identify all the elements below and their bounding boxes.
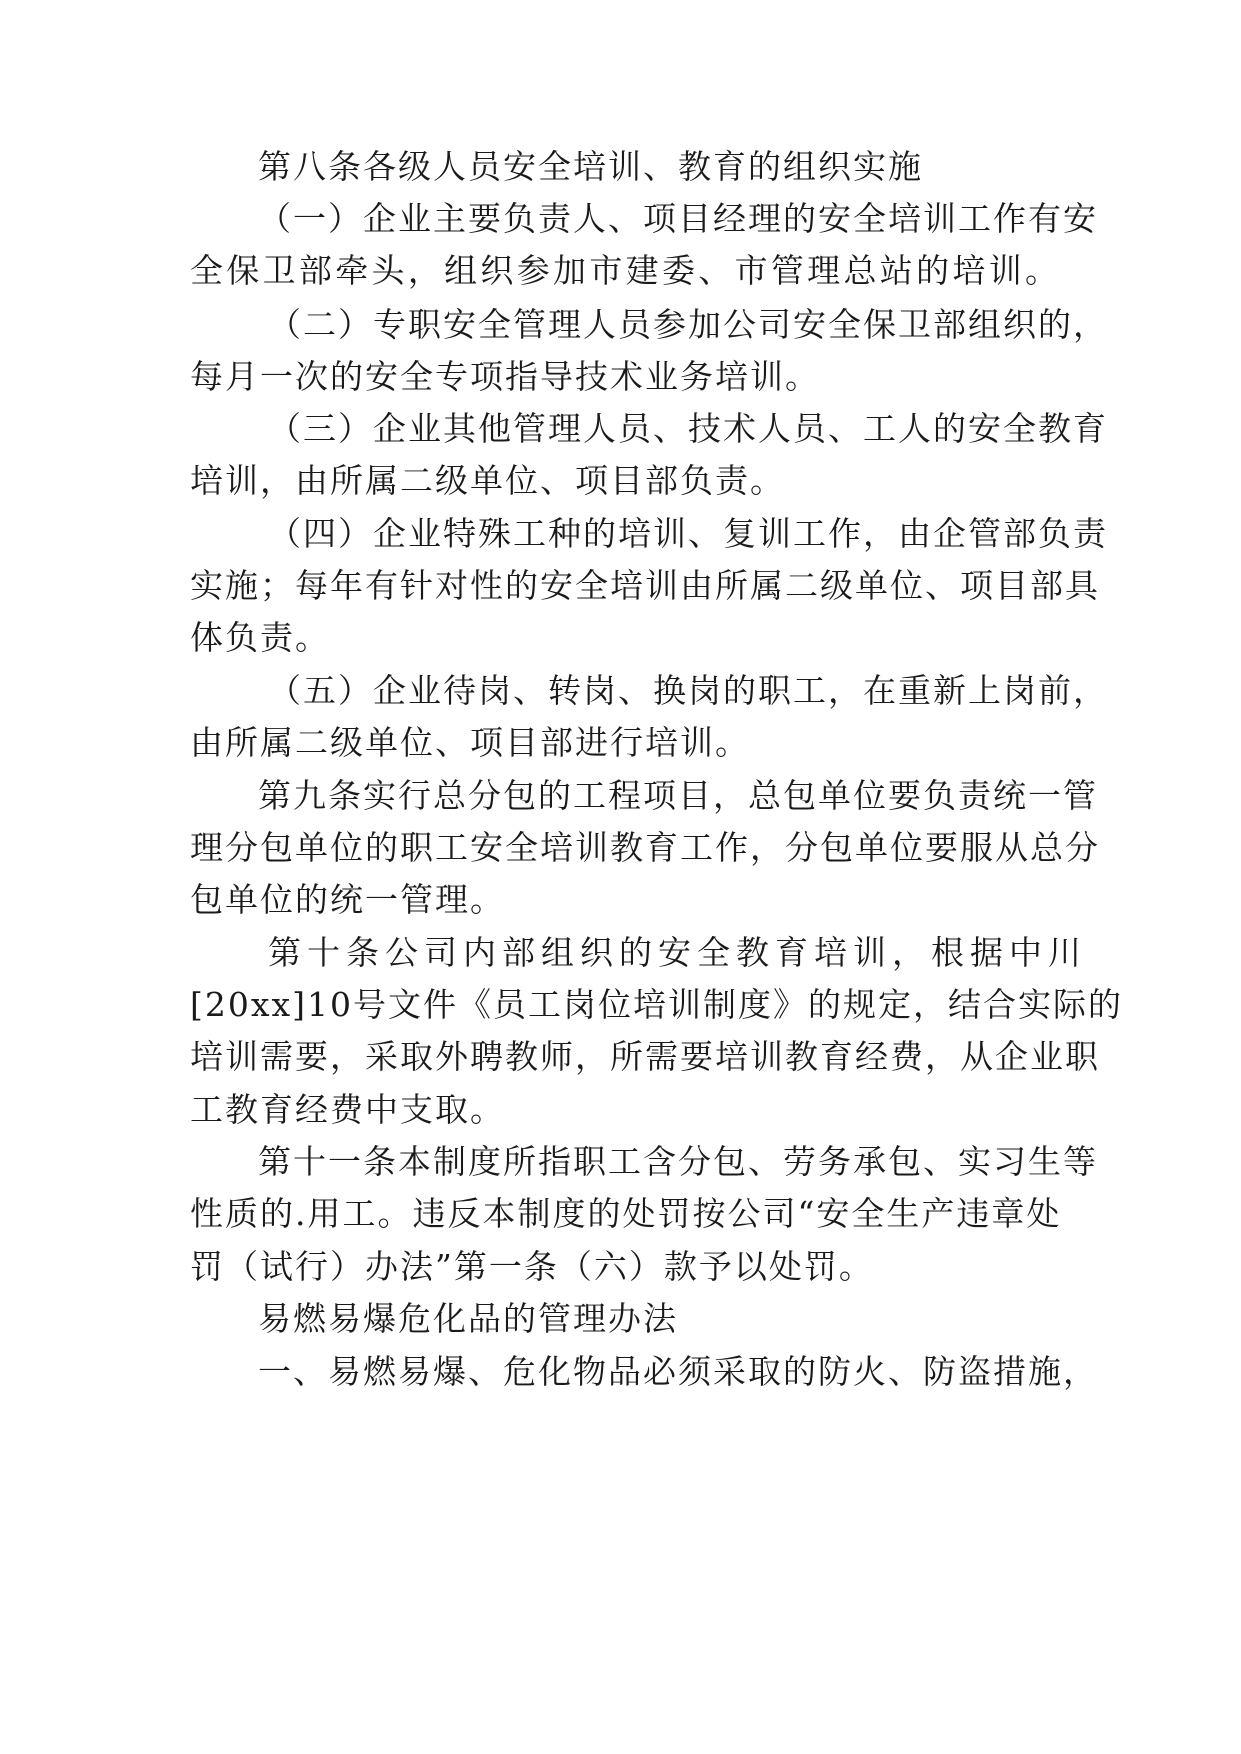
article-10-line-4: 工教育经费中支取。 <box>190 1090 505 1129</box>
article-8-item-1-line-1: （一）企业主要负责人、项目经理的安全培训工作有安 <box>258 199 1098 238</box>
article-8-item-3-line-1: （三）企业其他管理人员、技术人员、工人的安全教育 <box>268 409 1108 448</box>
article-10-line-2: [20xx]10号文件《员工岗位培训制度》的规定，结合实际的 <box>190 985 1123 1024</box>
article-8-item-5-line-2: 由所属二级单位、项目部进行培训。 <box>190 723 750 762</box>
article-8-item-4-line-1: （四）企业特殊工种的培训、复训工作，由企管部负责 <box>268 514 1108 553</box>
article-10-line-3: 培训需要，采取外聘教师，所需要培训教育经费，从企业职 <box>190 1037 1100 1076</box>
article-8-item-3-line-2: 培训，由所属二级单位、项目部负责。 <box>190 461 785 500</box>
article-8-item-4-line-3: 体负责。 <box>190 618 330 657</box>
article-8-item-2-line-2: 每月一次的安全专项指导技术业务培训。 <box>190 357 820 396</box>
article-8-item-4-line-2: 实施；每年有针对性的安全培训由所属二级单位、项目部具 <box>190 566 1100 605</box>
article-8-item-1-line-2: 全保卫部牵头，组织参加市建委、市管理总站的培训。 <box>190 251 1060 290</box>
hazmat-item-1-line-1: 一、易燃易爆、危化物品必须采取的防火、防盗措施， <box>258 1352 1098 1391</box>
article-8-item-5-line-1: （五）企业待岗、转岗、换岗的职工，在重新上岗前， <box>268 671 1108 710</box>
article-11-line-1: 第十一条本制度所指职工含分包、劳务承包、实习生等 <box>258 1142 1098 1181</box>
article-8-item-2-line-1: （二）专职安全管理人员参加公司安全保卫部组织的， <box>268 305 1108 344</box>
article-8-heading: 第八条各级人员安全培训、教育的组织实施 <box>258 147 923 186</box>
article-10-line-1: 第十条公司内部组织的安全教育培训，根据中川 <box>268 933 1087 972</box>
article-9-line-1: 第九条实行总分包的工程项目，总包单位要负责统一管 <box>258 776 1098 815</box>
article-9-line-3: 包单位的统一管理。 <box>190 880 505 919</box>
article-11-line-2: 性质的.用工。违反本制度的处罚按公司“安全生产违章处 <box>190 1194 1062 1233</box>
section-heading-hazmat: 易燃易爆危化品的管理办法 <box>258 1299 678 1338</box>
article-9-line-2: 理分包单位的职工安全培训教育工作，分包单位要服从总分 <box>190 828 1100 867</box>
article-11-line-3: 罚（试行）办法”第一条（六）款予以处罚。 <box>190 1247 874 1286</box>
